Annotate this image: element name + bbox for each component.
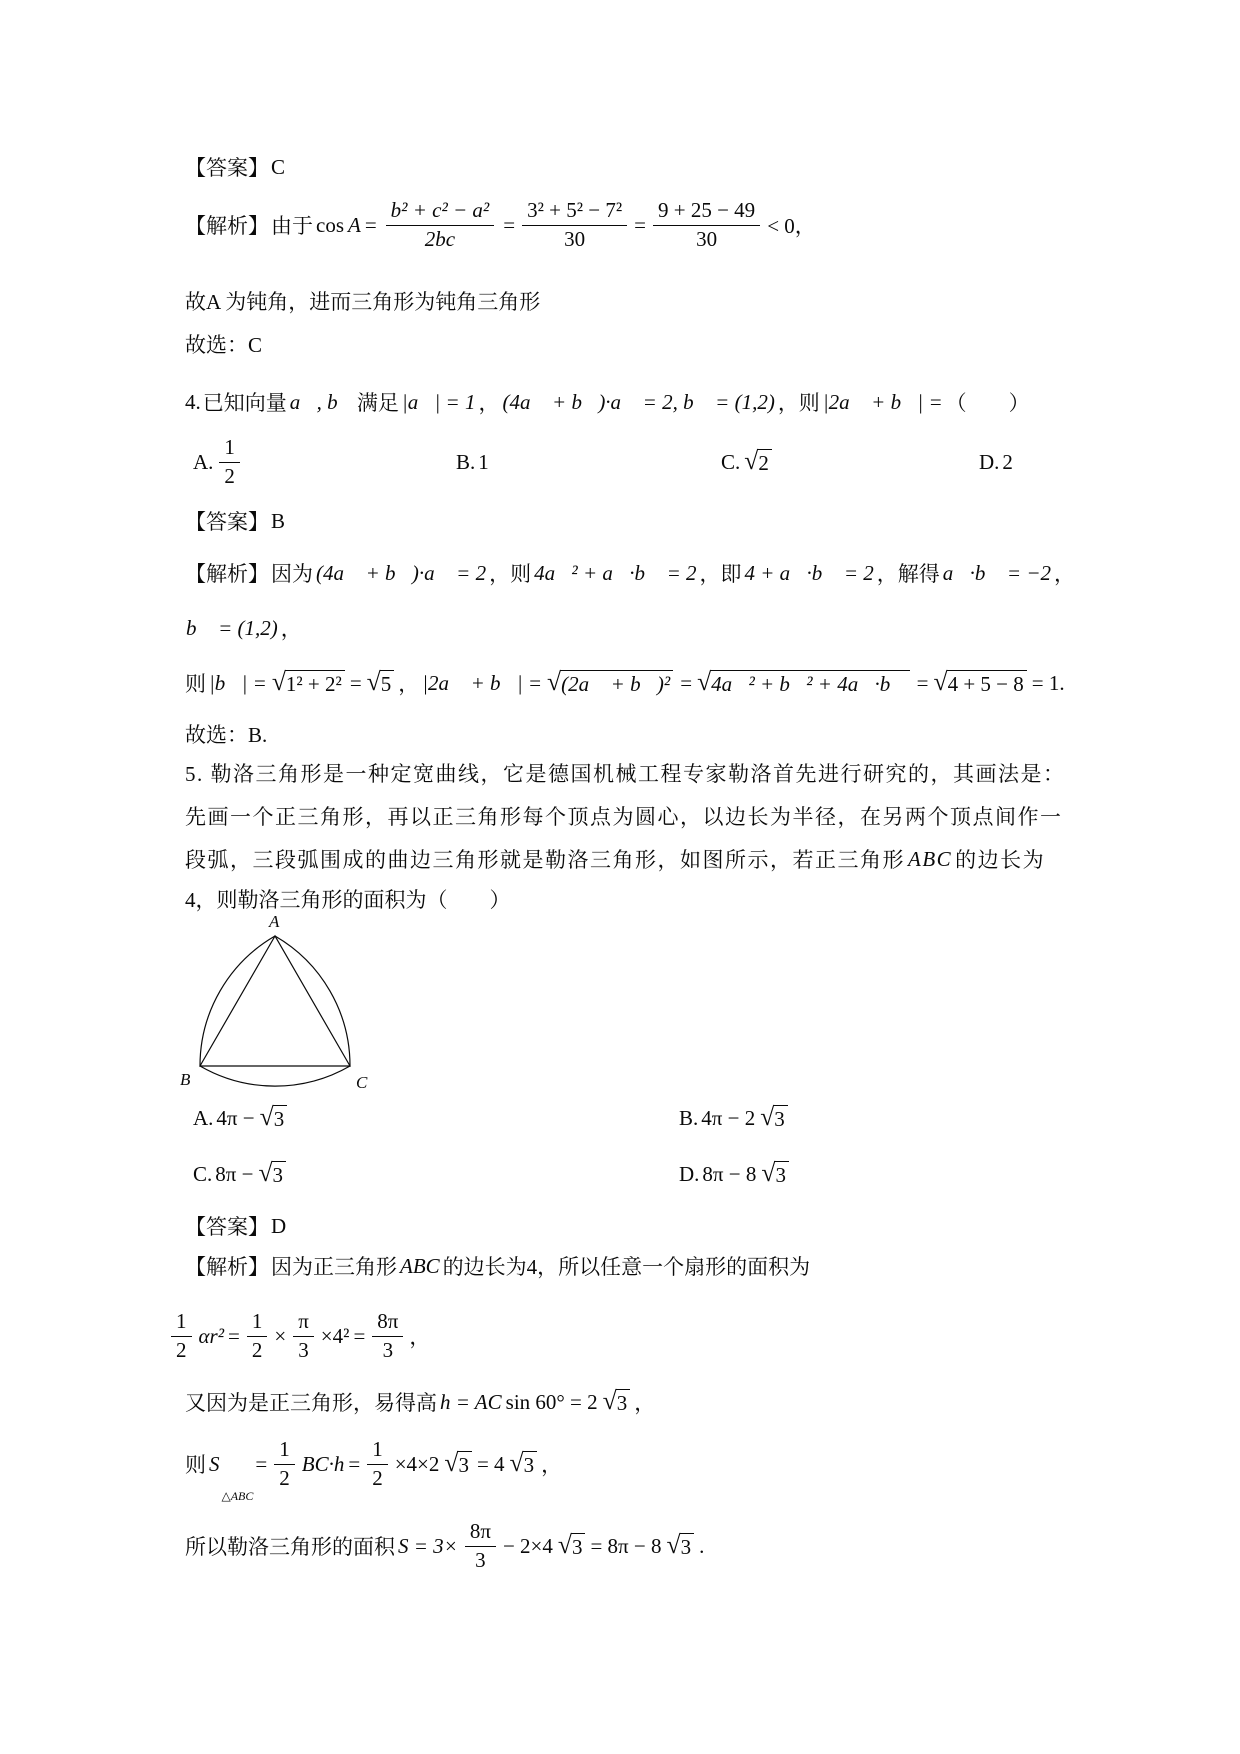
radicand: 3	[272, 1161, 287, 1187]
equals-sign: =	[255, 1451, 268, 1476]
radicand: 5	[380, 670, 395, 696]
text-run: 5. 勒洛三角形是一种定宽曲线，它是德国机械工程专家勒洛首先进行研究的，其画法是：	[185, 762, 1066, 786]
text-run: ，即	[699, 562, 742, 586]
area-symbol: S	[209, 1451, 220, 1476]
inequality: < 0，	[767, 214, 816, 238]
numerator: 9 + 25 − 49	[653, 198, 760, 225]
option-value: 8π − 8	[702, 1161, 757, 1186]
option-label: B.	[679, 1105, 699, 1130]
q5-analysis-height-line	[184, 1380, 656, 1424]
square-root	[761, 1157, 789, 1187]
vector-names: a⃗, b⃗	[289, 389, 354, 414]
equals-sign: =	[680, 670, 693, 695]
radical-sign: √	[366, 666, 381, 696]
q3-conclusion-line	[184, 286, 541, 316]
radical-sign: √	[547, 666, 562, 696]
option-value: 4π −	[216, 1105, 255, 1130]
numerator: 8π	[465, 1519, 496, 1546]
equals-sign: =	[353, 1323, 366, 1348]
q5-stem-line-4	[184, 884, 512, 914]
answer-label: 【答案】	[185, 156, 269, 180]
text-run: 故A 为钝角，进而三角形为钝角三角形	[185, 290, 541, 314]
numerator: 1	[219, 435, 240, 462]
equals-sign: =	[634, 212, 646, 237]
text-run: 所以勒洛三角形的面积	[185, 1535, 395, 1559]
arc-bottom	[200, 1066, 350, 1086]
text-run: 故选：C	[185, 333, 263, 357]
fraction	[653, 198, 760, 251]
denominator: 30	[696, 226, 718, 251]
numerator: 1	[171, 1309, 192, 1336]
option-label: C.	[721, 449, 741, 474]
numerator: 3² + 5² − 7²	[522, 198, 627, 225]
math-run: h = AC	[440, 1389, 502, 1414]
text-run: 已知向量	[202, 391, 287, 415]
numerator: 1	[274, 1437, 295, 1464]
equals-sign: =	[364, 212, 377, 237]
radical-sign: √	[258, 1157, 273, 1187]
option-label: A.	[193, 449, 214, 474]
answer-value: B	[271, 508, 286, 533]
radical-sign: √	[933, 666, 948, 696]
text-run: ，	[634, 1391, 656, 1415]
q4-analysis-line-3	[184, 652, 1067, 714]
radical-sign: √	[744, 445, 759, 475]
square-root	[744, 445, 772, 475]
math-run: b⃗ = (1,2)	[186, 615, 278, 640]
text-run: ，解得	[876, 562, 940, 586]
text-run: 则	[185, 672, 206, 696]
q5-stem-line-2	[184, 801, 1064, 831]
square-root	[258, 1157, 286, 1187]
q4-option-c	[720, 432, 775, 492]
math-run: = 1.	[1031, 670, 1065, 695]
area-subscript: △ABC	[221, 1489, 254, 1503]
square-root	[259, 1101, 288, 1131]
inner-triangle	[200, 936, 350, 1066]
fraction	[293, 1309, 314, 1362]
denominator: 2	[372, 1465, 383, 1490]
vertex-label-b: B	[180, 1070, 191, 1089]
q5-formula-sector	[166, 1300, 431, 1372]
period: .	[699, 1533, 705, 1558]
math-run: |2a⃗ + b⃗| =	[822, 389, 943, 414]
q5-option-a	[192, 1094, 290, 1142]
fraction	[219, 435, 240, 488]
fraction	[367, 1437, 388, 1490]
text-run: 4，则勒洛三角形的面积为（ ）	[185, 888, 511, 912]
radical-sign: √	[760, 1101, 775, 1131]
text-run: ，则	[777, 391, 820, 415]
radical-sign: √	[697, 666, 712, 696]
numerator: 1	[367, 1437, 388, 1464]
analysis-label: 【解析】	[185, 562, 269, 586]
math-run: ×4²	[320, 1323, 350, 1348]
option-value: 2	[1002, 449, 1013, 474]
numerator: π	[293, 1309, 314, 1336]
radicand: 3	[571, 1533, 586, 1559]
square-root	[697, 666, 912, 696]
radicand: 4 + 5 − 8	[947, 670, 1027, 696]
math-run: sin 60° = 2	[505, 1389, 598, 1414]
text-run: 因为	[271, 562, 313, 586]
radicand: 1² + 2²	[285, 670, 345, 696]
answer-label: 【答案】	[185, 510, 269, 534]
triangle-name: ABC	[908, 846, 953, 871]
math-run: |a⃗| = 1	[401, 389, 476, 414]
radicand: (2a⃗ + b⃗)²	[560, 670, 673, 696]
radicand: 3	[680, 1533, 695, 1559]
fraction	[274, 1437, 295, 1490]
denominator: 3	[475, 1547, 486, 1572]
denominator: 2	[251, 1337, 263, 1362]
math-run: − 2×4	[502, 1533, 553, 1558]
radical-sign: √	[666, 1529, 681, 1559]
equals-sign: =	[503, 212, 516, 237]
q4-analysis-line-1	[184, 548, 1076, 598]
math-run: |b⃗| =	[209, 670, 267, 695]
radicand: 3	[273, 1105, 288, 1131]
q3-answer-line	[184, 152, 286, 182]
text-run: 的边长为4，所以任意一个扇形的面积为	[442, 1255, 811, 1279]
option-label: D.	[679, 1161, 700, 1186]
math-run: S = 3×	[398, 1533, 458, 1558]
numerator: 1	[247, 1309, 268, 1336]
math-run: BC·h	[301, 1451, 345, 1476]
variable-a: A	[348, 212, 361, 237]
answer-value: C	[271, 154, 286, 179]
text-run: 由于	[271, 214, 313, 238]
text-run: 先画一个正三角形，再以正三角形每个顶点为圆心，以边长为半径，在另两个顶点间作一	[185, 805, 1063, 829]
q4-option-d	[978, 432, 1015, 492]
fraction	[372, 1309, 403, 1362]
square-root	[666, 1529, 695, 1559]
square-root	[444, 1447, 472, 1477]
fraction	[247, 1309, 268, 1362]
answer-value: D	[271, 1213, 287, 1238]
fraction	[384, 198, 497, 251]
radical-sign: √	[271, 666, 286, 696]
math-run: (4a⃗ + b⃗)·a⃗ = 2, b⃗ = (1,2)	[502, 389, 775, 414]
text-run: ，	[398, 672, 420, 696]
q5-analysis-area-line	[184, 1428, 563, 1503]
radicand: 3	[457, 1451, 472, 1477]
q5-stem-line-3	[184, 844, 1046, 874]
square-root	[602, 1385, 631, 1415]
q4-stem	[184, 376, 1031, 428]
square-root	[557, 1529, 586, 1559]
times-sign: ×	[274, 1323, 287, 1348]
option-value: 1	[478, 449, 489, 474]
q4-option-b	[455, 432, 491, 492]
text-run: 的边长为	[955, 848, 1046, 872]
denominator: 2	[224, 463, 235, 488]
radical-sign: √	[602, 1385, 617, 1415]
denominator: 2bc	[424, 226, 456, 251]
square-root	[271, 666, 345, 696]
math-run: 4a⃗² + a⃗·b⃗ = 2	[534, 560, 697, 585]
answer-label: 【答案】	[185, 1215, 269, 1239]
option-value: 8π −	[215, 1161, 254, 1186]
text-run: 满足	[356, 391, 399, 415]
reuleaux-triangle-figure	[170, 912, 390, 1100]
radicand: 3	[773, 1105, 788, 1131]
radical-sign: √	[557, 1529, 572, 1559]
square-root	[509, 1447, 538, 1477]
option-label: D.	[979, 449, 1000, 474]
fraction	[522, 198, 627, 251]
q3-analysis-line	[184, 188, 818, 262]
triangle-name: ABC	[400, 1253, 440, 1278]
square-root	[547, 666, 675, 696]
vertex-label-c: C	[356, 1073, 368, 1092]
text-run: ，	[280, 617, 302, 641]
question-number: 4.	[185, 389, 201, 414]
q4-choose-line	[184, 719, 268, 749]
q5-option-b	[678, 1094, 791, 1142]
q5-option-d	[678, 1148, 792, 1200]
radical-sign: √	[761, 1157, 776, 1187]
text-run: ，则	[489, 562, 532, 586]
numerator: b² + c² − a²	[386, 198, 495, 225]
radicand: 3	[523, 1451, 538, 1477]
analysis-label: 【解析】	[185, 214, 269, 238]
q5-analysis-final-line	[184, 1508, 706, 1584]
q4-analysis-line-2	[184, 604, 303, 652]
answer-blank-parens: （ ）	[945, 391, 1030, 415]
q5-option-c	[192, 1148, 289, 1200]
denominator: 2	[176, 1337, 187, 1362]
option-label: A.	[193, 1105, 214, 1130]
math-run: ×4×2	[394, 1451, 440, 1476]
denominator: 2	[279, 1465, 290, 1490]
text-run: ，	[541, 1453, 563, 1477]
math-run: αr²	[198, 1323, 224, 1348]
fraction	[465, 1519, 496, 1572]
q5-answer-line	[184, 1211, 287, 1241]
square-root	[933, 666, 1027, 696]
text-run: 故选：B.	[185, 723, 268, 747]
math-run: a⃗·b⃗ = −2	[942, 560, 1052, 585]
denominator: 30	[564, 226, 586, 251]
text-run: 则	[185, 1453, 206, 1477]
q4-answer-line	[184, 506, 286, 536]
math-run: |2a⃗ + b⃗| =	[422, 670, 543, 695]
radicand: 3	[774, 1161, 789, 1187]
equals-sign: =	[349, 670, 362, 695]
equals-sign: =	[228, 1323, 240, 1348]
option-value: 4π − 2	[701, 1105, 756, 1130]
radical-sign: √	[259, 1101, 274, 1131]
q4-option-a	[192, 432, 245, 492]
text-run: 因为正三角形	[271, 1255, 397, 1279]
equals-sign: =	[348, 1451, 361, 1476]
math-run: = 8π − 8	[590, 1533, 662, 1558]
q3-choose-line	[184, 329, 263, 359]
q5-stem-line-1	[184, 758, 1067, 788]
square-root	[366, 666, 395, 696]
denominator: 3	[382, 1337, 394, 1362]
option-label: C.	[193, 1161, 213, 1186]
math-run: (4a⃗ + b⃗)·a⃗ = 2	[316, 560, 487, 585]
analysis-label: 【解析】	[185, 1255, 269, 1279]
cos-function: cos	[316, 212, 344, 237]
fraction	[171, 1309, 192, 1362]
numerator: 8π	[372, 1309, 403, 1336]
text-run: ，	[478, 391, 500, 415]
vertex-label-a: A	[269, 912, 280, 931]
radical-sign: √	[444, 1447, 459, 1477]
equals-sign: =	[916, 670, 929, 695]
text-run: 又因为是正三角形，易得高	[185, 1391, 437, 1415]
text-run: 段弧，三段弧围成的曲边三角形就是勒洛三角形，如图所示，若正三角形	[185, 848, 905, 872]
math-run: = 4	[476, 1451, 505, 1476]
radicand: 4a⃗² + b⃗² + 4a⃗·b⃗	[710, 670, 910, 696]
math-run: 4 + a⃗·b⃗ = 2	[744, 560, 874, 585]
denominator: 3	[298, 1337, 309, 1362]
option-label: B.	[456, 449, 476, 474]
comma: ，	[409, 1325, 431, 1349]
radical-sign: √	[509, 1447, 524, 1477]
radicand: 3	[616, 1389, 631, 1415]
q5-analysis-line-1	[184, 1251, 811, 1281]
square-root	[760, 1101, 788, 1131]
text-run: ，	[1054, 562, 1076, 586]
radicand: 2	[757, 449, 772, 475]
